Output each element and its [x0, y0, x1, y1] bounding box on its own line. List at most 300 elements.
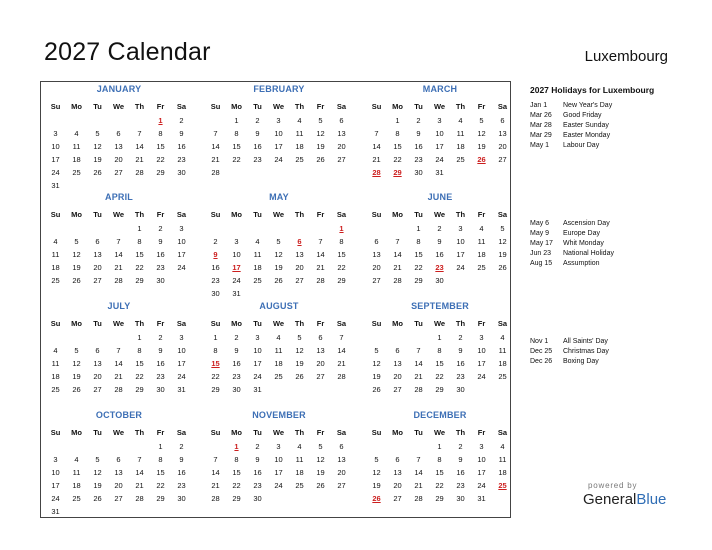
day-cell: 6: [374, 237, 379, 246]
day-cell: 2: [158, 224, 163, 233]
weekday-label: Fr: [156, 210, 165, 219]
day-cell: 24: [477, 481, 486, 490]
week-row: [45, 235, 193, 248]
day-cell: 4: [297, 116, 302, 125]
day-cell: 31: [51, 507, 60, 516]
day-cell: 7: [137, 129, 142, 138]
day-cell: 21: [414, 481, 423, 490]
day-cell: 7: [213, 129, 218, 138]
day-cell: 24: [456, 263, 465, 272]
day-cell: 31: [253, 385, 262, 394]
weekday-label: Sa: [176, 428, 187, 437]
weekday-header: [205, 207, 353, 222]
day-cell: 17: [51, 481, 60, 490]
week-row: [45, 274, 193, 287]
holiday-date: Aug 15: [530, 260, 553, 268]
week-row: [366, 453, 514, 466]
weekday-label: Mo: [71, 319, 82, 328]
day-cell: 21: [337, 359, 346, 368]
day-cell: 26: [93, 168, 102, 177]
weekday-label: Sa: [176, 102, 187, 111]
day-cell: 12: [93, 142, 102, 151]
weekday-label: We: [433, 102, 446, 111]
day-cell: 15: [435, 359, 444, 368]
day-cell: 7: [339, 333, 344, 342]
day-cell: 8: [395, 129, 400, 138]
week-row: [45, 127, 193, 140]
day-cell: 16: [232, 359, 241, 368]
day-cell: 8: [137, 346, 142, 355]
day-cell: 13: [337, 129, 346, 138]
weekday-label: Sa: [336, 210, 347, 219]
weekday-label: Tu: [414, 210, 423, 219]
day-cell: 4: [53, 237, 58, 246]
day-cell: 28: [414, 494, 423, 503]
week-row: [45, 466, 193, 479]
month-july: [45, 301, 193, 396]
weekday-label: Su: [371, 428, 382, 437]
day-cell: 17: [456, 250, 465, 259]
day-cell: 23: [456, 481, 465, 490]
day-cell: 29: [156, 494, 165, 503]
weekday-label: Th: [294, 428, 305, 437]
month-name: FEBRUARY: [253, 84, 305, 94]
day-cell: 23: [414, 155, 423, 164]
day-cell: 29: [156, 168, 165, 177]
day-cell: 30: [435, 276, 444, 285]
day-cell: 6: [95, 237, 100, 246]
day-cell: 3: [276, 442, 281, 451]
day-cell: 31: [477, 494, 486, 503]
week-row: [45, 166, 193, 179]
day-cell: 23: [211, 276, 220, 285]
day-cell: 6: [339, 116, 344, 125]
weekday-header: [205, 425, 353, 440]
day-cell: 12: [316, 455, 325, 464]
day-cell: 6: [116, 455, 121, 464]
day-cell: 11: [72, 142, 81, 151]
day-cell: 2: [179, 116, 184, 125]
day-cell: 13: [393, 468, 402, 477]
day-cell: 10: [435, 129, 444, 138]
weekday-label: Tu: [93, 210, 102, 219]
day-cell: 5: [297, 333, 302, 342]
day-cell: 27: [372, 276, 381, 285]
day-cell: 11: [51, 359, 60, 368]
day-cell: 6: [395, 346, 400, 355]
day-cell: 5: [374, 455, 379, 464]
day-cell: 17: [177, 359, 186, 368]
day-cell: 13: [316, 346, 325, 355]
day-cell: 15: [337, 250, 346, 259]
day-cell: 4: [458, 116, 463, 125]
day-cell: 3: [479, 333, 484, 342]
weekday-label: Sa: [176, 319, 187, 328]
weekday-label: Th: [294, 210, 305, 219]
month-december: [366, 410, 514, 505]
weekday-label: Fr: [316, 210, 325, 219]
weekday-label: Sa: [176, 210, 187, 219]
week-row: [205, 248, 353, 261]
week-row: [45, 179, 193, 192]
day-cell: 1: [437, 333, 442, 342]
day-cell: 2: [213, 237, 218, 246]
holiday-date: May 1: [530, 142, 550, 150]
day-cell: 15: [414, 250, 423, 259]
day-cell: 23: [232, 372, 241, 381]
week-row: [205, 492, 353, 505]
weekday-label: Su: [210, 428, 221, 437]
day-cell: 9: [255, 129, 260, 138]
month-april: [45, 192, 193, 287]
day-cell: 3: [437, 116, 442, 125]
weekday-label: Mo: [71, 210, 82, 219]
day-cell: 20: [93, 372, 102, 381]
day-cell: 26: [295, 372, 304, 381]
day-cell: 6: [116, 129, 121, 138]
day-cell: 3: [276, 116, 281, 125]
weekday-header: [366, 316, 514, 331]
weekday-label: Fr: [477, 319, 486, 328]
day-cell: 10: [51, 142, 60, 151]
month-name: MAY: [269, 192, 289, 202]
day-cell: 17: [253, 359, 262, 368]
weekday-label: Su: [210, 210, 221, 219]
day-cell: 29: [337, 276, 346, 285]
holiday-name: Ascension Day: [563, 219, 610, 227]
day-cell: 30: [177, 168, 186, 177]
week-row: [366, 127, 514, 140]
day-cell: 16: [177, 468, 186, 477]
weekday-label: Sa: [497, 428, 508, 437]
weekday-label: Su: [210, 319, 221, 328]
day-cell: 12: [316, 129, 325, 138]
week-row: [366, 140, 514, 153]
day-cell: 13: [93, 359, 102, 368]
day-cell: 9: [179, 455, 184, 464]
day-cell: 23: [156, 263, 165, 272]
day-cell: 15: [211, 359, 220, 368]
month-march: [366, 84, 514, 179]
day-cell: 19: [72, 263, 81, 272]
day-cell: 29: [435, 385, 444, 394]
week-row: [205, 331, 353, 344]
day-cell: 19: [498, 250, 507, 259]
day-cell: 1: [339, 224, 344, 233]
holiday-name: Assumption: [563, 260, 600, 268]
day-cell: 7: [395, 237, 400, 246]
day-cell: 16: [456, 359, 465, 368]
holiday-name: Easter Monday: [563, 132, 611, 140]
holiday-item: [530, 120, 612, 130]
day-cell: 5: [74, 237, 79, 246]
day-cell: 7: [137, 455, 142, 464]
holiday-item: [530, 356, 609, 366]
day-cell: 9: [234, 346, 239, 355]
day-cell: 25: [295, 155, 304, 164]
weekday-label: We: [272, 102, 285, 111]
day-cell: 1: [137, 333, 142, 342]
weekday-label: Su: [50, 102, 61, 111]
day-cell: 26: [372, 494, 381, 503]
day-cell: 20: [93, 263, 102, 272]
month-name: DECEMBER: [413, 410, 467, 420]
holiday-name: Easter Sunday: [563, 121, 609, 129]
day-cell: 11: [498, 346, 507, 355]
day-cell: 8: [137, 237, 142, 246]
day-cell: 3: [53, 129, 58, 138]
weekday-label: We: [433, 428, 446, 437]
day-cell: 22: [135, 372, 144, 381]
day-cell: 24: [177, 372, 186, 381]
month-august: [205, 301, 353, 396]
weekday-header: [205, 316, 353, 331]
day-cell: 2: [255, 116, 260, 125]
week-row: [205, 274, 353, 287]
day-cell: 18: [498, 468, 507, 477]
day-cell: 3: [479, 442, 484, 451]
weekday-label: We: [112, 210, 125, 219]
day-cell: 15: [156, 468, 165, 477]
holiday-date: Jan 1: [530, 101, 548, 109]
week-row: [205, 153, 353, 166]
day-cell: 18: [477, 250, 486, 259]
month-name: JANUARY: [96, 84, 142, 94]
week-row: [205, 114, 353, 127]
day-cell: 16: [156, 250, 165, 259]
week-row: [366, 344, 514, 357]
day-cell: 5: [318, 442, 323, 451]
day-cell: 7: [416, 346, 421, 355]
day-cell: 25: [477, 263, 486, 272]
day-cell: 30: [156, 276, 165, 285]
weekday-label: We: [112, 319, 125, 328]
day-cell: 25: [72, 168, 81, 177]
weekday-label: Th: [134, 102, 145, 111]
day-cell: 4: [74, 455, 79, 464]
day-cell: 28: [337, 372, 346, 381]
day-cell: 3: [255, 333, 260, 342]
day-cell: 7: [213, 455, 218, 464]
day-cell: 13: [114, 142, 123, 151]
day-cell: 28: [135, 168, 144, 177]
month-october: [45, 410, 193, 518]
week-row: [205, 383, 353, 396]
day-cell: 26: [477, 155, 486, 164]
day-cell: 20: [316, 359, 325, 368]
day-cell: 26: [93, 494, 102, 503]
day-cell: 16: [177, 142, 186, 151]
day-cell: 20: [295, 263, 304, 272]
holiday-date: Dec 25: [530, 347, 553, 355]
weekday-label: Su: [50, 428, 61, 437]
day-cell: 14: [114, 250, 123, 259]
day-cell: 25: [274, 372, 283, 381]
day-cell: 25: [51, 385, 60, 394]
day-cell: 4: [276, 333, 281, 342]
holiday-group: [530, 336, 609, 367]
week-row: [45, 261, 193, 274]
week-row: [45, 344, 193, 357]
holiday-date: Jun 23: [530, 250, 552, 258]
weekday-label: Sa: [336, 102, 347, 111]
week-row: [205, 235, 353, 248]
day-cell: 19: [72, 372, 81, 381]
week-row: [45, 331, 193, 344]
day-cell: 26: [72, 385, 81, 394]
day-cell: 15: [393, 142, 402, 151]
day-cell: 9: [416, 129, 421, 138]
weekday-label: Su: [50, 319, 61, 328]
holiday-date: Mar 29: [530, 132, 552, 140]
weekday-label: Fr: [156, 428, 165, 437]
day-cell: 1: [213, 333, 218, 342]
day-cell: 1: [437, 442, 442, 451]
month-name: OCTOBER: [95, 410, 143, 420]
day-cell: 1: [416, 224, 421, 233]
brand-blue: Blue: [636, 491, 667, 508]
day-cell: 15: [232, 468, 241, 477]
weekday-label: Mo: [392, 319, 403, 328]
holiday-name: National Holiday: [563, 250, 614, 258]
day-cell: 27: [393, 385, 402, 394]
day-cell: 6: [395, 455, 400, 464]
weekday-label: Su: [210, 102, 221, 111]
week-row: [366, 466, 514, 479]
day-cell: 14: [211, 142, 220, 151]
weekday-label: We: [433, 319, 446, 328]
weekday-label: Tu: [414, 428, 423, 437]
day-cell: 12: [295, 346, 304, 355]
day-cell: 21: [114, 372, 123, 381]
day-cell: 27: [393, 494, 402, 503]
month-name: SEPTEMBER: [411, 301, 469, 311]
day-cell: 19: [372, 372, 381, 381]
day-cell: 10: [177, 346, 186, 355]
day-cell: 12: [274, 250, 283, 259]
weekday-label: Mo: [392, 102, 403, 111]
weekday-label: Mo: [392, 428, 403, 437]
day-cell: 27: [295, 276, 304, 285]
page-title: 2027 Calendar: [44, 38, 211, 66]
day-cell: 7: [116, 237, 121, 246]
generalblue-logo[interactable]: [583, 491, 666, 508]
day-cell: 18: [274, 359, 283, 368]
day-cell: 1: [158, 442, 163, 451]
day-cell: 22: [435, 481, 444, 490]
week-row: [205, 287, 353, 300]
week-row: [45, 453, 193, 466]
day-cell: 27: [93, 276, 102, 285]
day-cell: 23: [456, 372, 465, 381]
day-cell: 27: [498, 155, 507, 164]
country-name: Luxembourg: [584, 48, 668, 65]
day-cell: 18: [498, 359, 507, 368]
day-cell: 13: [337, 455, 346, 464]
day-cell: 14: [135, 142, 144, 151]
day-cell: 27: [316, 372, 325, 381]
day-cell: 24: [477, 372, 486, 381]
day-cell: 21: [316, 263, 325, 272]
day-cell: 11: [477, 237, 486, 246]
weekday-header: [205, 99, 353, 114]
day-cell: 11: [274, 346, 283, 355]
day-cell: 12: [93, 468, 102, 477]
day-cell: 16: [156, 359, 165, 368]
day-cell: 17: [435, 142, 444, 151]
weekday-label: Tu: [253, 210, 262, 219]
weekday-header: [366, 99, 514, 114]
day-cell: 6: [339, 442, 344, 451]
day-cell: 2: [158, 333, 163, 342]
day-cell: 9: [458, 455, 463, 464]
day-cell: 14: [393, 250, 402, 259]
day-cell: 13: [114, 468, 123, 477]
day-cell: 8: [437, 455, 442, 464]
weekday-label: Fr: [477, 102, 486, 111]
holiday-item: [530, 131, 612, 141]
holiday-name: New Year's Day: [563, 101, 613, 109]
holiday-item: [530, 228, 614, 238]
weekday-label: Fr: [477, 428, 486, 437]
day-cell: 19: [274, 263, 283, 272]
weekday-label: Tu: [93, 102, 102, 111]
weekday-label: Fr: [477, 210, 486, 219]
day-cell: 27: [337, 481, 346, 490]
day-cell: 3: [53, 455, 58, 464]
day-cell: 25: [456, 155, 465, 164]
week-row: [366, 261, 514, 274]
day-cell: 6: [318, 333, 323, 342]
day-cell: 17: [232, 263, 241, 272]
weekday-label: Th: [134, 428, 145, 437]
weekday-label: Tu: [253, 428, 262, 437]
day-cell: 15: [435, 468, 444, 477]
weekday-label: Mo: [71, 102, 82, 111]
weekday-label: Sa: [497, 102, 508, 111]
day-cell: 5: [500, 224, 505, 233]
weekday-label: Mo: [231, 210, 242, 219]
day-cell: 30: [456, 494, 465, 503]
weekday-label: Su: [371, 102, 382, 111]
day-cell: 11: [72, 468, 81, 477]
weekday-label: We: [272, 210, 285, 219]
week-row: [45, 492, 193, 505]
day-cell: 2: [416, 116, 421, 125]
day-cell: 18: [295, 142, 304, 151]
day-cell: 29: [135, 385, 144, 394]
holiday-item: [530, 141, 612, 151]
day-cell: 10: [477, 455, 486, 464]
day-cell: 5: [479, 116, 484, 125]
holiday-date: May 17: [530, 239, 553, 247]
day-cell: 20: [114, 481, 123, 490]
day-cell: 21: [414, 372, 423, 381]
day-cell: 28: [114, 385, 123, 394]
weekday-label: We: [272, 319, 285, 328]
day-cell: 1: [137, 224, 142, 233]
day-cell: 21: [135, 155, 144, 164]
weekday-label: Sa: [336, 319, 347, 328]
day-cell: 23: [253, 481, 262, 490]
weekday-label: Sa: [497, 319, 508, 328]
day-cell: 18: [72, 155, 81, 164]
day-cell: 14: [114, 359, 123, 368]
holiday-item: [530, 110, 612, 120]
day-cell: 8: [416, 237, 421, 246]
day-cell: 19: [316, 468, 325, 477]
day-cell: 21: [393, 263, 402, 272]
